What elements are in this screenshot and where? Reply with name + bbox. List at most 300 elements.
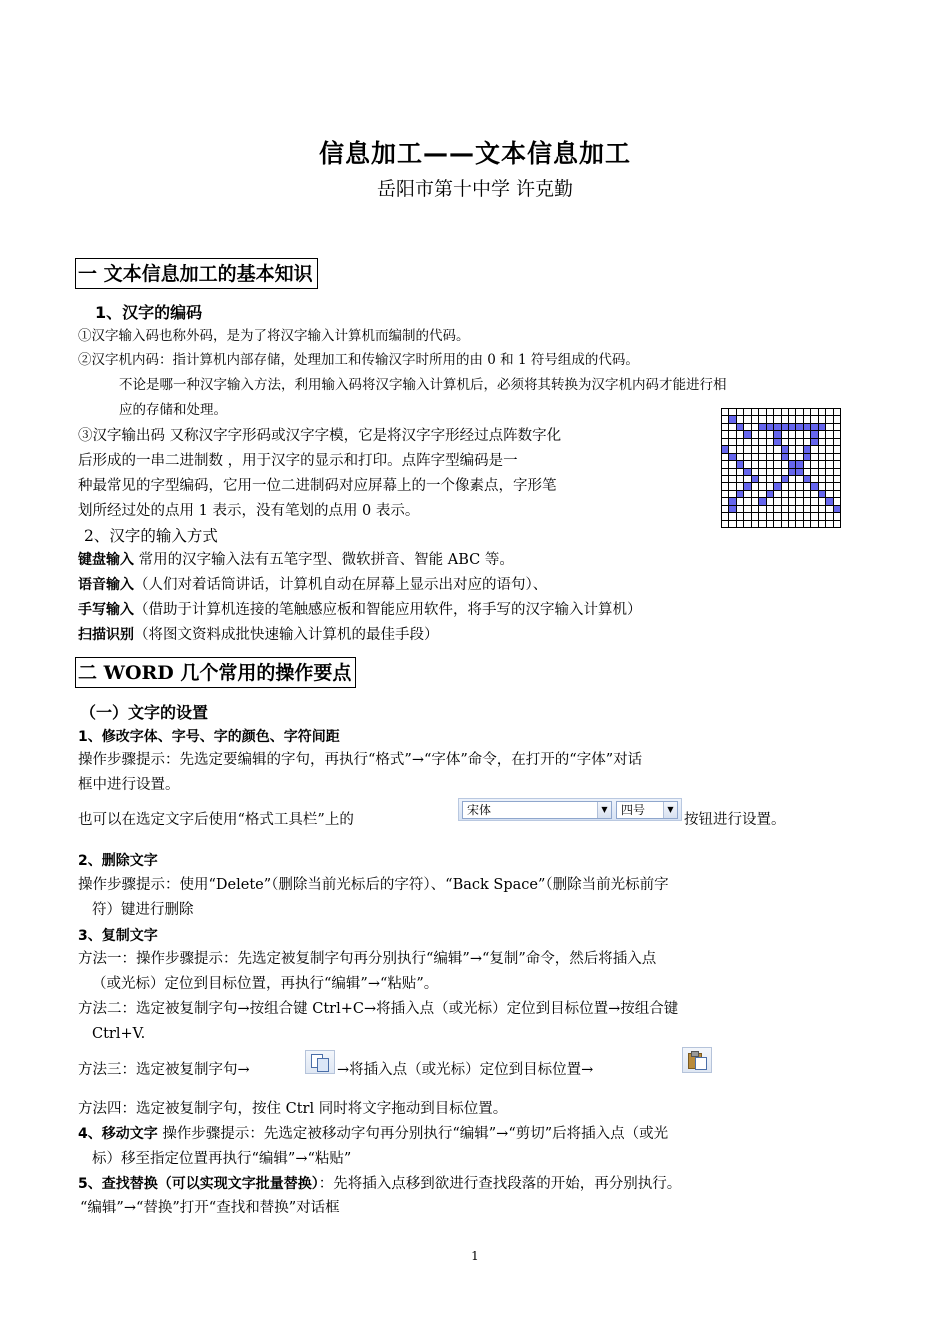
matrix-cell bbox=[774, 476, 780, 482]
matrix-cell bbox=[752, 439, 758, 445]
matrix-cell bbox=[767, 491, 773, 497]
matrix-cell bbox=[722, 439, 728, 445]
matrix-cell bbox=[789, 513, 795, 519]
subsection-input-methods-title: 2、汉字的输入方式 bbox=[84, 527, 218, 545]
matrix-cell bbox=[782, 424, 788, 430]
matrix-cell bbox=[722, 491, 728, 497]
item-copy-title: 3、复制文字 bbox=[78, 928, 158, 944]
matrix-cell bbox=[796, 439, 802, 445]
item-font-para-line2: 框中进行设置。 bbox=[78, 777, 180, 793]
matrix-cell bbox=[767, 446, 773, 452]
dot-matrix-glyph-image bbox=[721, 408, 841, 528]
matrix-cell bbox=[767, 409, 773, 415]
matrix-cell bbox=[811, 409, 817, 415]
matrix-cell bbox=[811, 483, 817, 489]
matrix-cell bbox=[804, 476, 810, 482]
matrix-cell bbox=[737, 491, 743, 497]
matrix-cell bbox=[804, 498, 810, 504]
matrix-cell bbox=[744, 446, 750, 452]
matrix-cell bbox=[744, 461, 750, 467]
matrix-cell bbox=[782, 476, 788, 482]
matrix-cell bbox=[789, 446, 795, 452]
matrix-cell bbox=[737, 506, 743, 512]
matrix-cell bbox=[744, 454, 750, 460]
matrix-cell bbox=[752, 416, 758, 422]
matrix-cell bbox=[811, 513, 817, 519]
matrix-cell bbox=[789, 498, 795, 504]
matrix-cell bbox=[767, 416, 773, 422]
matrix-cell bbox=[752, 521, 758, 527]
matrix-cell bbox=[834, 454, 840, 460]
page-title: 信息加工——文本信息加工 bbox=[318, 139, 631, 168]
matrix-cell bbox=[729, 513, 735, 519]
matrix-cell bbox=[729, 454, 735, 460]
matrix-cell bbox=[811, 476, 817, 482]
matrix-cell bbox=[752, 454, 758, 460]
matrix-cell bbox=[796, 483, 802, 489]
para-internal-code: ②汉字机内码：指计算机内部存储，处理加工和传输汉字时所用的由 0 和 1 符号组成的代码。 bbox=[78, 352, 639, 368]
font-name-value: 宋体 bbox=[467, 803, 492, 817]
matrix-cell bbox=[737, 446, 743, 452]
matrix-cell bbox=[804, 454, 810, 460]
matrix-cell bbox=[819, 439, 825, 445]
matrix-cell bbox=[729, 491, 735, 497]
matrix-cell bbox=[811, 469, 817, 475]
matrix-cell bbox=[826, 506, 832, 512]
matrix-cell bbox=[796, 469, 802, 475]
matrix-cell bbox=[722, 498, 728, 504]
matrix-cell bbox=[767, 521, 773, 527]
item-find-replace-line1 bbox=[78, 1174, 681, 1194]
matrix-cell bbox=[819, 476, 825, 482]
matrix-cell bbox=[767, 506, 773, 512]
matrix-cell bbox=[774, 446, 780, 452]
keyboard-input-text: 常用的汉字输入法有五笔字型、微软拼音、智能 ABC 等。 bbox=[134, 552, 514, 568]
matrix-cell bbox=[804, 409, 810, 415]
matrix-cell bbox=[759, 461, 765, 467]
matrix-cell bbox=[834, 424, 840, 430]
matrix-cell bbox=[796, 491, 802, 497]
copy-method1-line1: 方法一：操作步骤提示：先选定被复制字句再分别执行“编辑”→“复制”命令，然后将插入点 bbox=[78, 951, 657, 967]
para-input-code: ①汉字输入码也称外码，是为了将汉字输入计算机而编制的代码。 bbox=[78, 328, 470, 344]
font-size-value: 四号 bbox=[621, 803, 646, 817]
copy-method1-line2: （或光标）定位到目标位置，再执行“编辑”→“粘贴”。 bbox=[92, 976, 439, 992]
matrix-cell bbox=[789, 506, 795, 512]
matrix-cell bbox=[774, 439, 780, 445]
matrix-cell bbox=[804, 461, 810, 467]
para-conversion-line1: 不论是哪一种汉字输入方法，利用输入码将汉字输入计算机后，必须将其转换为汉字机内码才能进行相 bbox=[119, 377, 727, 393]
scan-input-label: 扫描识别 bbox=[78, 627, 134, 643]
matrix-cell bbox=[811, 446, 817, 452]
section-heading-2: 二 WORD 几个常用的操作要点 bbox=[75, 657, 356, 688]
matrix-cell bbox=[796, 431, 802, 437]
matrix-cell bbox=[737, 513, 743, 519]
matrix-cell bbox=[834, 461, 840, 467]
matrix-cell bbox=[722, 476, 728, 482]
matrix-cell bbox=[759, 409, 765, 415]
matrix-cell bbox=[737, 521, 743, 527]
matrix-cell bbox=[819, 446, 825, 452]
matrix-cell bbox=[744, 498, 750, 504]
para-output-code-line4: 划所经过处的点用 1 表示，没有笔划的点用 0 表示。 bbox=[78, 503, 420, 519]
matrix-cell bbox=[782, 469, 788, 475]
matrix-cell bbox=[782, 416, 788, 422]
matrix-cell bbox=[811, 498, 817, 504]
matrix-cell bbox=[796, 506, 802, 512]
matrix-cell bbox=[826, 469, 832, 475]
matrix-cell bbox=[759, 498, 765, 504]
matrix-cell bbox=[811, 431, 817, 437]
chevron-down-icon: ▼ bbox=[597, 802, 611, 818]
matrix-cell bbox=[744, 439, 750, 445]
matrix-cell bbox=[759, 431, 765, 437]
matrix-cell bbox=[729, 469, 735, 475]
matrix-cell bbox=[737, 461, 743, 467]
item-move-text-a: 操作步骤提示：先选定被移动字句再分别执行“编辑”→“剪切”后将插入点（或光 bbox=[157, 1126, 669, 1142]
matrix-cell bbox=[834, 521, 840, 527]
matrix-cell bbox=[782, 409, 788, 415]
matrix-cell bbox=[722, 416, 728, 422]
matrix-cell bbox=[722, 506, 728, 512]
matrix-cell bbox=[729, 498, 735, 504]
matrix-cell bbox=[722, 469, 728, 475]
matrix-cell bbox=[759, 454, 765, 460]
matrix-cell bbox=[752, 469, 758, 475]
matrix-cell bbox=[767, 498, 773, 504]
matrix-cell bbox=[774, 409, 780, 415]
voice-input-label: 语音输入 bbox=[78, 577, 134, 593]
matrix-cell bbox=[826, 461, 832, 467]
matrix-cell bbox=[819, 521, 825, 527]
item-find-replace-title: 5、查找替换（可以实现文字批量替换） bbox=[78, 1176, 319, 1192]
matrix-cell bbox=[737, 431, 743, 437]
matrix-cell bbox=[767, 461, 773, 467]
matrix-cell bbox=[737, 439, 743, 445]
matrix-cell bbox=[834, 476, 840, 482]
matrix-cell bbox=[774, 469, 780, 475]
matrix-cell bbox=[759, 446, 765, 452]
matrix-cell bbox=[796, 498, 802, 504]
matrix-cell bbox=[826, 454, 832, 460]
matrix-cell bbox=[744, 424, 750, 430]
matrix-cell bbox=[789, 439, 795, 445]
font-name-combo bbox=[462, 801, 612, 819]
matrix-cell bbox=[722, 446, 728, 452]
matrix-cell bbox=[759, 416, 765, 422]
matrix-cell bbox=[834, 498, 840, 504]
matrix-cell bbox=[774, 513, 780, 519]
copy-method3-text-b: →将插入点（或光标）定位到目标位置→ bbox=[337, 1062, 594, 1078]
matrix-cell bbox=[767, 469, 773, 475]
matrix-cell bbox=[759, 491, 765, 497]
format-toolbar-image bbox=[458, 798, 682, 821]
matrix-cell bbox=[789, 409, 795, 415]
matrix-cell bbox=[774, 431, 780, 437]
matrix-cell bbox=[737, 424, 743, 430]
matrix-cell bbox=[774, 454, 780, 460]
matrix-cell bbox=[834, 416, 840, 422]
matrix-cell bbox=[752, 476, 758, 482]
matrix-cell bbox=[729, 506, 735, 512]
matrix-cell bbox=[782, 491, 788, 497]
matrix-cell bbox=[826, 446, 832, 452]
matrix-cell bbox=[752, 498, 758, 504]
matrix-cell bbox=[804, 513, 810, 519]
matrix-cell bbox=[729, 439, 735, 445]
matrix-cell bbox=[819, 498, 825, 504]
matrix-cell bbox=[782, 446, 788, 452]
matrix-cell bbox=[834, 491, 840, 497]
matrix-cell bbox=[744, 469, 750, 475]
matrix-cell bbox=[834, 446, 840, 452]
matrix-cell bbox=[834, 513, 840, 519]
item-delete-title: 2、删除文字 bbox=[78, 853, 158, 869]
matrix-cell bbox=[744, 431, 750, 437]
copy-method4: 方法四：选定被复制字句，按住 Ctrl 同时将文字拖动到目标位置。 bbox=[78, 1101, 508, 1117]
matrix-cell bbox=[789, 416, 795, 422]
matrix-cell bbox=[819, 506, 825, 512]
para-output-code-line2: 后形成的一串二进制数 ，用于汉字的显示和打印。点阵字型编码是一 bbox=[78, 453, 518, 469]
keyboard-input-label: 键盘输入 bbox=[78, 552, 134, 568]
page-subtitle: 岳阳市第十中学 许克勤 bbox=[376, 178, 574, 200]
matrix-cell bbox=[796, 461, 802, 467]
matrix-cell bbox=[819, 461, 825, 467]
item-font-toolbar-text-b: 按钮进行设置。 bbox=[684, 812, 786, 828]
matrix-cell bbox=[789, 469, 795, 475]
section-heading-1: 一 文本信息加工的基本知识 bbox=[75, 258, 318, 289]
matrix-cell bbox=[744, 491, 750, 497]
para-output-code-line1: ③汉字输出码 又称汉字字形码或汉字字模，它是将汉字字形经过点阵数字化 bbox=[78, 428, 562, 444]
matrix-cell bbox=[804, 416, 810, 422]
matrix-cell bbox=[737, 483, 743, 489]
matrix-cell bbox=[767, 454, 773, 460]
item-find-replace-line2: “编辑”→“替换”打开“查找和替换”对话框 bbox=[80, 1200, 340, 1216]
item-move-line1 bbox=[78, 1124, 668, 1144]
matrix-cell bbox=[804, 424, 810, 430]
matrix-cell bbox=[774, 506, 780, 512]
matrix-cell bbox=[826, 513, 832, 519]
matrix-cell bbox=[811, 506, 817, 512]
matrix-cell bbox=[744, 506, 750, 512]
matrix-cell bbox=[819, 513, 825, 519]
matrix-cell bbox=[789, 461, 795, 467]
matrix-cell bbox=[774, 424, 780, 430]
matrix-cell bbox=[774, 416, 780, 422]
matrix-cell bbox=[737, 498, 743, 504]
matrix-cell bbox=[796, 446, 802, 452]
matrix-cell bbox=[729, 409, 735, 415]
matrix-cell bbox=[737, 469, 743, 475]
matrix-cell bbox=[729, 521, 735, 527]
matrix-cell bbox=[796, 521, 802, 527]
para-output-code-line3: 种最常见的字型编码，它用一位二进制码对应屏幕上的一个像素点，字形笔 bbox=[78, 478, 557, 494]
matrix-cell bbox=[752, 409, 758, 415]
matrix-cell bbox=[744, 409, 750, 415]
matrix-cell bbox=[729, 476, 735, 482]
item-font-para-line1: 操作步骤提示：先选定要编辑的字句，再执行“格式”→“字体”命令，在打开的“字体”对话 bbox=[78, 752, 643, 768]
matrix-cell bbox=[737, 454, 743, 460]
matrix-cell bbox=[796, 454, 802, 460]
matrix-cell bbox=[744, 476, 750, 482]
matrix-cell bbox=[782, 431, 788, 437]
matrix-cell bbox=[834, 409, 840, 415]
copy-method2-line1: 方法二：选定被复制字句→按组合键 Ctrl+C→将插入点（或光标）定位到目标位置→按组合键 bbox=[78, 1001, 679, 1017]
matrix-cell bbox=[782, 439, 788, 445]
matrix-cell bbox=[774, 483, 780, 489]
matrix-cell bbox=[796, 424, 802, 430]
matrix-cell bbox=[819, 454, 825, 460]
item-move-line2: 标）移至指定位置再执行“编辑”→“粘贴” bbox=[92, 1151, 352, 1167]
matrix-cell bbox=[752, 431, 758, 437]
matrix-cell bbox=[819, 416, 825, 422]
matrix-cell bbox=[737, 416, 743, 422]
matrix-cell bbox=[759, 513, 765, 519]
matrix-cell bbox=[811, 461, 817, 467]
matrix-cell bbox=[722, 431, 728, 437]
para-conversion-line2: 应的存储和处理。 bbox=[119, 402, 227, 418]
matrix-cell bbox=[826, 521, 832, 527]
matrix-cell bbox=[752, 506, 758, 512]
matrix-cell bbox=[774, 498, 780, 504]
matrix-cell bbox=[811, 416, 817, 422]
matrix-cell bbox=[789, 424, 795, 430]
matrix-cell bbox=[819, 483, 825, 489]
input-method-handwriting bbox=[78, 600, 642, 620]
subsection-text-settings: （一）文字的设置 bbox=[80, 703, 209, 722]
matrix-cell bbox=[729, 416, 735, 422]
voice-input-text: （人们对着话筒讲话，计算机自动在屏幕上显示出对应的语句）、 bbox=[134, 577, 548, 593]
matrix-cell bbox=[737, 409, 743, 415]
matrix-cell bbox=[767, 424, 773, 430]
matrix-cell bbox=[767, 476, 773, 482]
matrix-cell bbox=[811, 521, 817, 527]
matrix-cell bbox=[729, 424, 735, 430]
matrix-cell bbox=[796, 513, 802, 519]
matrix-cell bbox=[782, 461, 788, 467]
matrix-cell bbox=[744, 521, 750, 527]
item-delete-para-line1: 操作步骤提示：使用“Delete”（删除当前光标后的字符）、“Back Space”（删除当前光标前字 bbox=[78, 877, 669, 893]
matrix-cell bbox=[826, 491, 832, 497]
matrix-cell bbox=[819, 424, 825, 430]
matrix-cell bbox=[729, 483, 735, 489]
font-size-combo bbox=[616, 801, 678, 819]
matrix-cell bbox=[804, 483, 810, 489]
matrix-cell bbox=[804, 431, 810, 437]
matrix-cell bbox=[759, 521, 765, 527]
matrix-cell bbox=[752, 513, 758, 519]
matrix-cell bbox=[811, 491, 817, 497]
matrix-cell bbox=[782, 513, 788, 519]
matrix-cell bbox=[782, 454, 788, 460]
item-find-replace-text-a: ：先将插入点移到欲进行查找段落的开始，再分别执行。 bbox=[318, 1176, 682, 1192]
scan-input-text: （将图文资料成批快速输入计算机的最佳手段） bbox=[134, 627, 439, 643]
item-delete-para-line2: 符）键进行删除 bbox=[92, 902, 194, 918]
matrix-cell bbox=[722, 513, 728, 519]
matrix-cell bbox=[826, 409, 832, 415]
copy-method2-line2: Ctrl+V. bbox=[92, 1026, 146, 1042]
matrix-cell bbox=[759, 424, 765, 430]
matrix-cell bbox=[811, 424, 817, 430]
matrix-cell bbox=[752, 424, 758, 430]
matrix-cell bbox=[796, 476, 802, 482]
matrix-cell bbox=[826, 476, 832, 482]
item-font-toolbar-text-a: 也可以在选定文字后使用“格式工具栏”上的 bbox=[78, 812, 354, 828]
matrix-cell bbox=[759, 506, 765, 512]
matrix-cell bbox=[804, 491, 810, 497]
matrix-cell bbox=[759, 483, 765, 489]
matrix-cell bbox=[759, 476, 765, 482]
matrix-cell bbox=[834, 431, 840, 437]
matrix-cell bbox=[744, 416, 750, 422]
matrix-cell bbox=[782, 521, 788, 527]
matrix-cell bbox=[782, 498, 788, 504]
matrix-cell bbox=[744, 513, 750, 519]
matrix-cell bbox=[729, 461, 735, 467]
matrix-cell bbox=[789, 483, 795, 489]
matrix-cell bbox=[752, 461, 758, 467]
matrix-cell bbox=[834, 506, 840, 512]
matrix-cell bbox=[774, 491, 780, 497]
matrix-cell bbox=[729, 446, 735, 452]
matrix-cell bbox=[722, 454, 728, 460]
input-method-voice bbox=[78, 575, 547, 595]
matrix-cell bbox=[774, 461, 780, 467]
matrix-cell bbox=[819, 409, 825, 415]
page-number: 1 bbox=[471, 1249, 479, 1263]
matrix-cell bbox=[804, 446, 810, 452]
matrix-cell bbox=[826, 431, 832, 437]
matrix-cell bbox=[834, 469, 840, 475]
paste-icon bbox=[682, 1047, 712, 1073]
matrix-cell bbox=[789, 521, 795, 527]
subsection-encoding-title: 1、汉字的编码 bbox=[95, 303, 203, 322]
matrix-cell bbox=[834, 483, 840, 489]
matrix-cell bbox=[811, 454, 817, 460]
matrix-cell bbox=[767, 483, 773, 489]
matrix-cell bbox=[782, 483, 788, 489]
matrix-cell bbox=[759, 469, 765, 475]
input-method-scan bbox=[78, 625, 439, 645]
matrix-cell bbox=[789, 431, 795, 437]
matrix-cell bbox=[804, 439, 810, 445]
matrix-cell bbox=[722, 483, 728, 489]
item-move-title: 4、移动文字 bbox=[78, 1126, 158, 1142]
matrix-cell bbox=[826, 498, 832, 504]
matrix-cell bbox=[722, 521, 728, 527]
copy-method3-text-a: 方法三：选定被复制字句→ bbox=[78, 1062, 250, 1078]
copy-icon bbox=[305, 1050, 335, 1074]
matrix-cell bbox=[819, 469, 825, 475]
handwriting-input-label: 手写输入 bbox=[78, 602, 134, 618]
matrix-cell bbox=[804, 521, 810, 527]
matrix-cell bbox=[811, 439, 817, 445]
matrix-cell bbox=[722, 409, 728, 415]
matrix-cell bbox=[744, 483, 750, 489]
matrix-cell bbox=[737, 476, 743, 482]
matrix-cell bbox=[826, 439, 832, 445]
matrix-cell bbox=[752, 483, 758, 489]
matrix-cell bbox=[819, 431, 825, 437]
matrix-cell bbox=[752, 446, 758, 452]
matrix-cell bbox=[722, 424, 728, 430]
matrix-cell bbox=[759, 439, 765, 445]
matrix-cell bbox=[804, 469, 810, 475]
item-font-title: 1、修改字体、字号、字的颜色、字符间距 bbox=[78, 729, 340, 745]
matrix-cell bbox=[789, 454, 795, 460]
matrix-cell bbox=[826, 483, 832, 489]
handwriting-input-text: （借助于计算机连接的笔触感应板和智能应用软件，将手写的汉字输入计算机） bbox=[134, 602, 642, 618]
input-method-keyboard bbox=[78, 550, 514, 570]
